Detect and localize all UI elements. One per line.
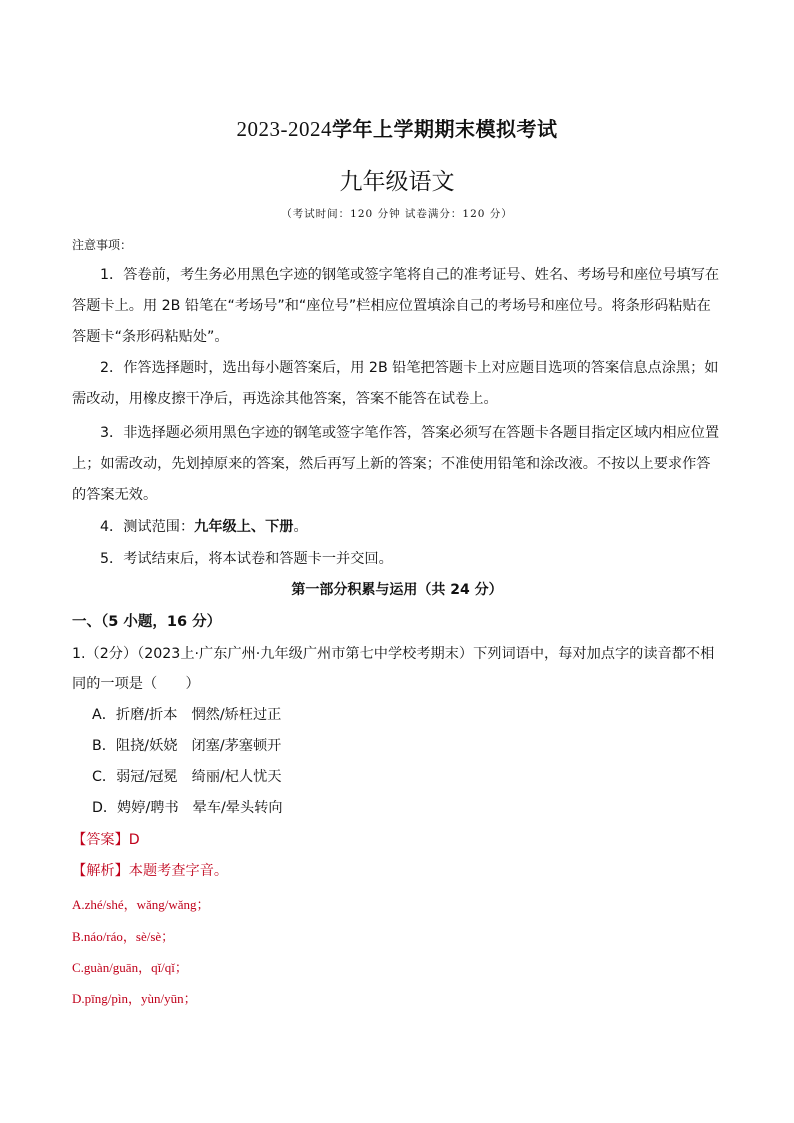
analysis-tag: 【解析】 bbox=[72, 863, 129, 879]
option-d-second: 晕车/晕头转向 bbox=[192, 800, 283, 816]
option-a bbox=[92, 704, 281, 724]
pinyin-c: C.guàn/guān，qǐ/qǐ； bbox=[72, 960, 188, 975]
option-a-label: A．折磨/折本 bbox=[92, 707, 178, 723]
notice-item-4 bbox=[72, 512, 724, 543]
notice-item-3: 3．非选择题必须用黑色字迹的钢笔或签字笔作答，答案必须写在答题卡各题目指定区域内相应位置上；如需改动，先划掉原来的答案，然后再写上新的答案；不准使用铅笔和涂改液。不按以上要求作答的答案无效。 bbox=[72, 425, 720, 503]
notice-heading: 注意事项： bbox=[72, 238, 133, 252]
pinyin-b: B.náo/ráo，sè/sè； bbox=[72, 929, 175, 944]
analysis-text: 本题考查字音。 bbox=[128, 863, 229, 879]
pinyin-a: A.zhé/shé，wǎng/wǎng； bbox=[72, 897, 210, 912]
option-d-label: D．娉婷/聘书 bbox=[92, 800, 179, 816]
title-text: 学年上学期期末模拟考试 bbox=[332, 117, 558, 141]
notice-item-4-suffix: 。 bbox=[293, 519, 308, 535]
section-title: 第一部分积累与运用（共 24 分） bbox=[291, 582, 503, 598]
option-a-second: 惘然/矫枉过正 bbox=[191, 707, 282, 723]
option-c bbox=[92, 766, 282, 786]
question-1-text: 1.（2分）（2023上·广东广州·九年级广州市第七中学校考期末）下列词语中，每对加点字的读音都不相同的一项是（ ） bbox=[72, 646, 715, 692]
option-b bbox=[92, 735, 281, 755]
answer-line bbox=[72, 829, 140, 849]
analysis-line bbox=[72, 860, 228, 880]
exam-subtitle: 九年级语文 bbox=[339, 169, 455, 195]
group-title: 一、（5 小题，16 分） bbox=[72, 614, 222, 630]
exam-meta: （考试时间：120 分钟 试卷满分：120 分） bbox=[281, 208, 513, 220]
exam-title bbox=[0, 113, 794, 142]
option-d bbox=[92, 797, 283, 817]
option-c-second: 绮丽/杞人忧天 bbox=[191, 769, 282, 785]
option-c-label: C．弱冠/冠冕 bbox=[92, 769, 178, 785]
title-year: 2023-2024 bbox=[236, 117, 332, 141]
answer-value: D bbox=[128, 832, 140, 848]
notice-item-1: 1．答卷前，考生务必用黑色字迹的钢笔或签字笔将自己的准考证号、姓名、考场号和座位号填写在答题卡上。用 2B 铅笔在“考场号”和“座位号”栏相应位置填涂自己的考场号和座位号。将条形码粘贴在答题卡“条形码粘贴处”。 bbox=[72, 267, 720, 345]
notice-item-5: 5．考试结束后，将本试卷和答题卡一并交回。 bbox=[100, 551, 393, 567]
option-b-second: 闭塞/茅塞顿开 bbox=[191, 738, 282, 754]
notice-item-4-prefix: 4．测试范围： bbox=[100, 519, 195, 535]
notice-item-4-range: 九年级上、下册 bbox=[194, 519, 294, 535]
pinyin-d: D.pīng/pìn，yùn/yūn； bbox=[72, 991, 197, 1006]
answer-tag: 【答案】 bbox=[72, 832, 129, 848]
option-b-label: B．阻挠/妖娆 bbox=[92, 738, 178, 754]
notice-item-2: 2．作答选择题时，选出每小题答案后，用 2B 铅笔把答题卡上对应题目选项的答案信息点涂黑；如需改动，用橡皮擦干净后，再选涂其他答案，答案不能答在试卷上。 bbox=[72, 360, 719, 407]
